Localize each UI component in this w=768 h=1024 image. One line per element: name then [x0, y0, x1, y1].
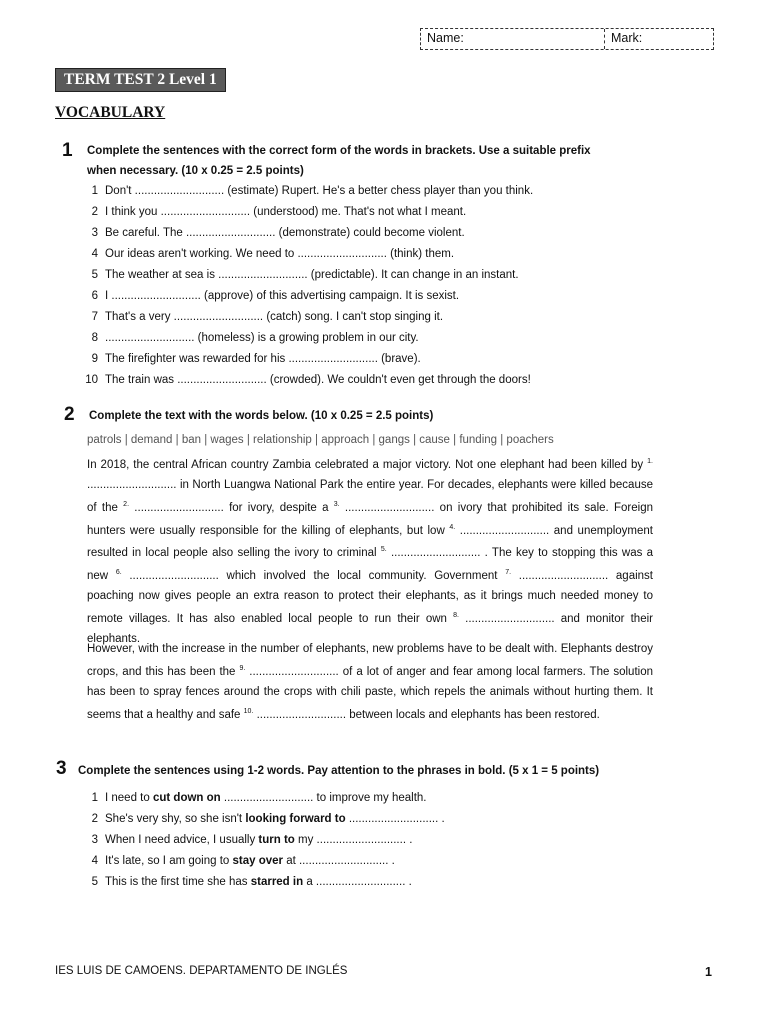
item-text: at ............................ .: [283, 855, 395, 867]
gap-number: 2.: [123, 500, 130, 508]
list-item: [74, 286, 533, 307]
item-number: 1: [91, 185, 98, 197]
item-number: 10: [85, 374, 98, 386]
list-item: [74, 244, 533, 265]
item-text: Our ideas aren't working. We need to ............................ (think) them.: [105, 248, 455, 260]
gap-number: 6.: [115, 569, 122, 577]
test-title: TERM TEST 2 Level 1: [55, 68, 226, 92]
list-item: [74, 328, 533, 349]
item-number: 9: [91, 353, 98, 365]
exercise-1-instruction-line2: when necessary. (10 x 0.25 = 2.5 points): [87, 165, 304, 177]
paragraph-text: ............................ on ivory that prohibited its sale. Foreign hunters were usually responsible for the killing of elephants, but low: [87, 501, 653, 537]
paragraph-text: ............................ for ivory, despite a: [129, 501, 334, 514]
name-mark-box: [420, 28, 714, 50]
gap-number: 10.: [243, 707, 254, 715]
item-number: 3: [91, 227, 98, 239]
item-text: It's late, so I am going to: [105, 855, 233, 867]
item-number: 2: [91, 813, 98, 825]
item-number: 4: [91, 248, 98, 260]
item-text: The train was ............................ (crowded). We couldn't even get through the doors!: [105, 374, 531, 386]
bold-phrase: looking forward to: [245, 813, 346, 825]
item-text: a ............................ .: [303, 876, 412, 888]
item-number: 6: [91, 290, 98, 302]
bold-phrase: turn to: [258, 834, 295, 846]
list-item: [74, 851, 445, 872]
item-text: She's very shy, so she isn't: [105, 813, 246, 825]
paragraph-text: ............................ and unemployment resulted in local people also selling the ivory to criminal: [87, 524, 653, 560]
gap-number: 4.: [449, 523, 456, 531]
list-item: [74, 788, 445, 809]
item-text: I need to: [105, 792, 153, 804]
list-item: [74, 181, 533, 202]
gap-number: 5.: [380, 546, 387, 554]
list-item: [74, 872, 445, 893]
list-item: [74, 265, 533, 286]
gap-number: 8.: [453, 612, 459, 620]
exercise-1-number: 1: [62, 140, 73, 161]
mark-field[interactable]: Mark:: [611, 31, 643, 45]
bold-phrase: starred in: [250, 876, 304, 888]
list-item: [74, 202, 533, 223]
item-text: Be careful. The ............................ (demonstrate) could become violent.: [105, 227, 465, 239]
item-number: 3: [91, 834, 98, 846]
paragraph-text: ............................ against poaching now gives people an extra reason to protect their elephants, as it brings much needed money to remote villages. It has also enabled local people to run their own: [87, 570, 653, 625]
item-number: 8: [91, 332, 98, 344]
item-number: 5: [91, 876, 98, 888]
footer-school: IES LUIS DE CAMOENS. DEPARTAMENTO DE INGLÉS: [55, 965, 348, 977]
item-number: 7: [91, 311, 98, 323]
item-text: my ............................ .: [294, 834, 413, 846]
item-text: ............................ (homeless) is a growing problem in our city.: [105, 332, 419, 344]
item-number: 2: [91, 206, 98, 218]
paragraph-text: ............................ which involved the local community. Government: [121, 570, 506, 583]
paragraph-text: However, with the increase in the number of elephants, new problems have to be dealt with. Elephants destroy crops, and this has been the: [87, 643, 653, 678]
item-number: 1: [91, 792, 98, 804]
item-text: That's a very ............................ (catch) song. I can't stop singing it.: [105, 311, 444, 323]
paragraph-text: In 2018, the central African country Zambia celebrated a major victory. Not one elephant had been killed by: [87, 458, 648, 471]
item-text: Don't ............................ (estimate) Rupert. He's a better chess player than you think.: [105, 185, 534, 197]
text-paragraph-2: [87, 639, 653, 725]
exercise-1-instruction-line1: Complete the sentences with the correct form of the words in brackets. Use a suitable prefix: [87, 145, 591, 157]
exercise-3-instruction: Complete the sentences using 1-2 words. Pay attention to the phrases in bold. (5 x 1 = 5 points): [78, 765, 600, 777]
name-field[interactable]: Name:: [421, 29, 605, 49]
section-title: VOCABULARY: [55, 104, 166, 121]
paragraph-text: ............................ of a lot of anger and fear among local farmers. The solution has been to spray fences around the crops with chili paste, which repels the animals without hurting them. It seems that a healthy and safe: [87, 665, 653, 721]
item-text: The weather at sea is ............................ (predictable). It can change in an instant.: [105, 269, 519, 281]
exercise-2-instruction: Complete the text with the words below. (10 x 0.25 = 2.5 points): [89, 410, 434, 422]
list-item: [74, 307, 533, 328]
gap-number: 1.: [647, 458, 653, 465]
exercise-3-list: [74, 788, 445, 893]
item-text: The firefighter was rewarded for his ............................ (brave).: [105, 353, 421, 365]
exercise-1-list: [74, 181, 533, 391]
bold-phrase: stay over: [232, 855, 283, 867]
item-text: This is the first time she has: [105, 876, 251, 888]
paragraph-text: ............................ between locals and elephants has been restored.: [253, 708, 600, 721]
bold-phrase: cut down on: [152, 792, 221, 804]
paragraph-text: ............................ in North Luangwa National Park the entire year. For decades, elephants were killed because of the: [87, 478, 653, 514]
list-item: [74, 349, 533, 370]
item-number: 4: [91, 855, 98, 867]
list-item: [74, 809, 445, 830]
item-text: ............................ to improve my health.: [220, 792, 427, 804]
exercise-2-number: 2: [64, 404, 75, 425]
item-number: 5: [91, 269, 98, 281]
word-bank: patrols | demand | ban | wages | relationship | approach | gangs | cause | funding | poachers: [87, 434, 554, 446]
item-text: I think you ............................ (understood) me. That's not what I meant.: [105, 206, 467, 218]
gap-number: 3.: [333, 500, 340, 508]
list-item: [74, 830, 445, 851]
paragraph-text: ............................ . The key to stopping this was a new: [87, 547, 654, 583]
item-text: When I need advice, I usually: [105, 834, 259, 846]
list-item: [74, 370, 533, 391]
gap-number: 9.: [239, 665, 246, 672]
paragraph-text: ............................ and monitor their elephants.: [87, 612, 653, 645]
item-text: I ............................ (approve) of this advertising campaign. It is sexist.: [105, 290, 460, 302]
gap-number: 7.: [505, 569, 512, 577]
item-text: ............................ .: [345, 813, 445, 825]
list-item: [74, 223, 533, 244]
exercise-3-number: 3: [56, 758, 67, 779]
page-number: 1: [705, 965, 712, 979]
text-paragraph-1: [87, 452, 653, 649]
